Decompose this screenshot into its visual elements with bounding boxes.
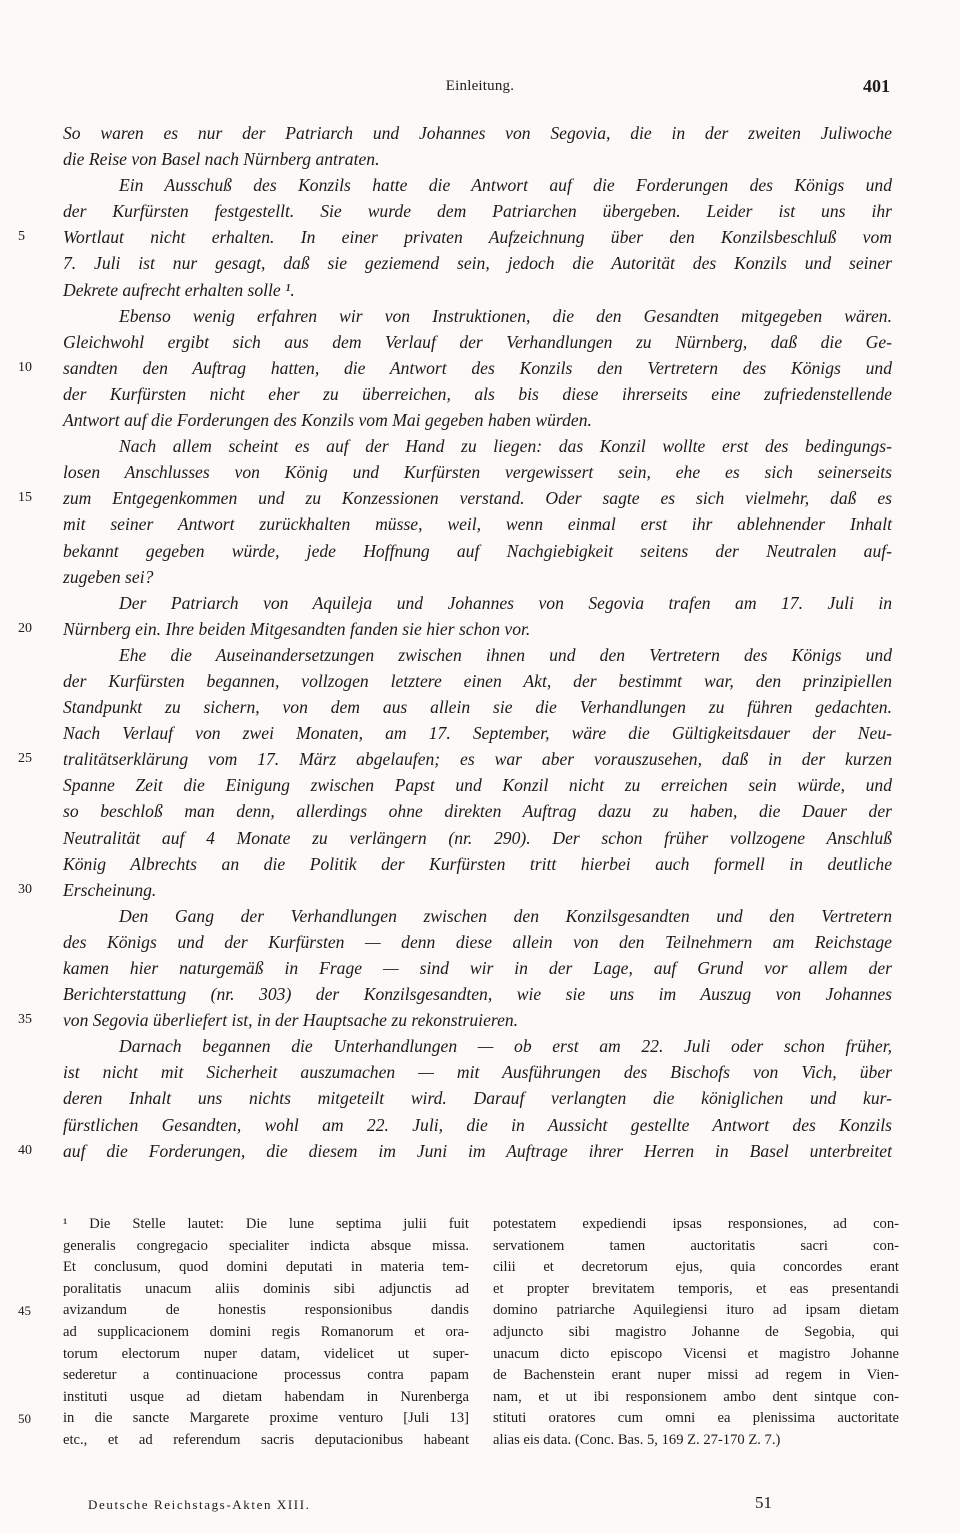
page-number: 401 [863, 76, 890, 96]
text-line [63, 694, 892, 720]
text-line [63, 303, 892, 329]
text-line [63, 772, 892, 798]
line-text: generalis congregacio specialiter indicta absque missa. [63, 1237, 469, 1254]
line-text: adjuncto sibi magistro Johanne de Segobia, qui [493, 1323, 899, 1340]
text-line [63, 250, 892, 276]
line-text: die Reise von Basel nach Nürnberg antraten. [63, 149, 380, 170]
line-text: Berichterstattung (nr. 303) der Konzilsgesandten, wie sie uns im Auszug von Johannes [63, 984, 892, 1005]
line-text: Standpunkt zu sichern, von dem aus allein sie die Verhandlungen zu führen gedachten. [63, 697, 892, 718]
text-line [63, 590, 892, 616]
line-text: So waren es nur der Patriarch und Johannes von Segovia, die in der zweiten Juliwoche [63, 123, 892, 143]
line-text: des Königs und der Kurfürsten — denn diese allein von den Teilnehmern am Reichstage [63, 931, 892, 952]
footnote-line [63, 1257, 469, 1279]
footnote-line [493, 1236, 899, 1258]
text-line [18, 746, 892, 772]
line-text: Ehe die Auseinandersetzungen zwischen ihnen und den Vertretern des Königs und [119, 644, 892, 665]
line-text: sandten den Auftrag hatten, die Antwort des Konzils den Vertretern des Königs und [63, 357, 892, 378]
footnote-line [493, 1365, 899, 1387]
line-number: 10 [18, 359, 32, 375]
line-text: losen Anschlusses von König und Kurfürsten vergewissert sein, ehe es sich seinerseits [63, 462, 892, 483]
line-text: potestatem expediendi ipsas responsiones, ad con- [493, 1216, 899, 1232]
line-text: von Segovia überliefert ist, in der Hauptsache zu rekonstruieren. [63, 1010, 519, 1031]
text-line [63, 903, 892, 929]
sheet-number: 51 [755, 1493, 772, 1512]
line-text: nam, et ut ibi responsionem ambo dent sintque con- [493, 1388, 899, 1405]
line-text: etc., et ad referendum sacris deputacionibus habeant [63, 1431, 469, 1448]
line-text: Der Patriarch von Aquileja und Johannes von Segovia trafen am 17. Juli in [119, 592, 892, 613]
text-line [63, 981, 892, 1007]
footnote-line [18, 1300, 469, 1322]
footnote-line [63, 1365, 469, 1387]
text-line [18, 1007, 892, 1033]
text-line [63, 642, 892, 668]
line-number: 50 [18, 1411, 31, 1427]
running-head-title: Einleitung. [445, 78, 515, 94]
signature-mark: Deutsche Reichstags-Akten XIII. [88, 1497, 311, 1512]
footnote-line [63, 1344, 469, 1366]
line-number: 20 [18, 620, 32, 636]
text-line [18, 355, 892, 381]
line-text: Antwort auf die Forderungen des Konzils vom Mai gegeben haben würden. [63, 410, 592, 431]
line-number: 40 [18, 1142, 32, 1158]
line-text: domino patriarche Aquilegiensi ituro ad ipsam dietam [493, 1302, 899, 1319]
line-text: Gleichwohl ergibt sich aus dem Verlauf der Verhandlungen zu Nürnberg, daß die Ge- [63, 331, 892, 352]
line-text: der Kurfürsten nicht eher zu überreichen, als bis diese ihrerseits eine zufriedenstellende [63, 383, 892, 404]
text-line [63, 564, 892, 590]
line-text: stituti oratores cum omni ea plenissima auctoritate [493, 1410, 899, 1427]
line-text: ad supplicacionem domini regis Romanorum et ora- [63, 1323, 469, 1340]
line-text: der Kurfürsten begannen, vollzogen letztere einen Akt, der bestimmt war, den prinzipiellen [63, 670, 892, 691]
line-text: in die sancte Margarete proxime venturo [Juli 13] [63, 1410, 469, 1427]
text-line [63, 146, 892, 172]
text-line [63, 511, 892, 537]
footnote-line [493, 1322, 899, 1344]
footnote-line [493, 1214, 899, 1236]
footnote-line [493, 1387, 899, 1409]
line-text: tralitätserklärung vom 17. März abgelaufen; es war aber vorauszusehen, daß in der kurzen [63, 749, 892, 770]
line-text: instituti usque ad dietam habendam in Nurenberga [63, 1388, 469, 1405]
line-text: Spanne Zeit die Einigung zwischen Papst und Konzil nicht zu erreichen sein würde, und [63, 775, 892, 796]
footnote-line [63, 1279, 469, 1301]
line-text: zugeben sei? [63, 566, 154, 587]
line-text: unacum dicto episcopo Vicensi et magistro Johanne [493, 1345, 899, 1362]
line-text: avizandum de honestis responsionibus dandis [63, 1302, 469, 1319]
line-text: bekannt gegeben würde, jede Hoffnung auf Nachgiebigkeit seitens der Neutralen auf- [63, 540, 892, 561]
text-line [63, 407, 892, 433]
text-line [63, 459, 892, 485]
text-line [63, 329, 892, 355]
text-line [63, 120, 892, 146]
line-text: et propter brevitatem temporis, et eas presentandi [493, 1280, 899, 1297]
line-text: Dekrete aufrecht erhalten solle ¹. [63, 279, 295, 300]
footnote-line [493, 1279, 899, 1301]
line-text: Wortlaut nicht erhalten. In einer privaten Aufzeichnung über den Konzilsbeschluß vom [63, 227, 892, 248]
line-text: de Bachenstein erant nuper missi ad regem in Vien- [493, 1367, 899, 1384]
text-line [63, 825, 892, 851]
line-text: zum Entgegenkommen und zu Konzessionen verstand. Oder sagte es sich vielmehr, daß es [63, 488, 892, 509]
line-text: Neutralität auf 4 Monate zu verlängern (nr. 290). Der schon früher vollzogene Anschluß [63, 827, 892, 848]
text-line [63, 1085, 892, 1111]
footnote-line [493, 1344, 899, 1366]
line-number: 30 [18, 881, 32, 897]
line-text: Darnach begannen die Unterhandlungen — ob erst am 22. Juli oder schon früher, [119, 1036, 892, 1057]
footnote-line [63, 1387, 469, 1409]
text-line [63, 1112, 892, 1138]
text-line [63, 433, 892, 459]
main-text [18, 120, 892, 1164]
text-line [63, 720, 892, 746]
line-text: sederetur a continuacione processus contra papam [63, 1367, 469, 1384]
footnote-line [493, 1408, 899, 1430]
line-text: Nach allem scheint es auf der Hand zu liegen: das Konzil wollte erst des bedingungs- [119, 436, 892, 457]
running-head [0, 78, 960, 100]
line-text: mit seiner Antwort zurückhalten müsse, weil, wenn einmal erst ihr ablehnender Inhalt [63, 514, 892, 535]
line-number: 5 [18, 229, 25, 245]
text-line [63, 538, 892, 564]
text-line [63, 277, 892, 303]
line-text: König Albrechts an die Politik der Kurfürsten tritt hierbei auch formell in deutliche [63, 853, 892, 874]
text-line [63, 851, 892, 877]
line-text: 7. Juli ist nur gesagt, daß sie geziemend sein, jedoch die Autorität des Konzils und seiner [63, 253, 892, 274]
line-text: deren Inhalt uns nichts mitgeteilt wird. Darauf verlangten die königlichen und kur- [63, 1088, 892, 1109]
footnote-line [493, 1430, 899, 1452]
footnote-column-left [18, 1214, 469, 1452]
text-line [63, 668, 892, 694]
footnote-line [63, 1430, 469, 1452]
line-text: Nürnberg ein. Ihre beiden Mitgesandten fanden sie hier schon vor. [63, 618, 531, 639]
footnote-line [63, 1322, 469, 1344]
line-number: 45 [18, 1303, 31, 1319]
text-line [63, 198, 892, 224]
text-line [63, 798, 892, 824]
line-text: kamen hier naturgemäß in Frage — sind wir in der Lage, auf Grund vor allem der [63, 958, 892, 978]
line-text: so beschloß man denn, allerdings ohne direkten Auftrag dazu zu haben, die Dauer der [63, 801, 892, 822]
line-text: Ein Ausschuß des Konzils hatte die Antwort auf die Forderungen des Königs und [119, 175, 892, 196]
line-number: 25 [18, 751, 32, 767]
line-number: 35 [18, 1012, 32, 1028]
line-text: fürstlichen Gesandten, wohl am 22. Juli, die in Aussicht gestellte Antwort des Konzils [63, 1114, 892, 1135]
line-text: alias eis data. (Conc. Bas. 5, 169 Z. 27-170 Z. 7.) [493, 1431, 781, 1448]
text-line [18, 224, 892, 250]
line-text: auf die Forderungen, die diesem im Juni im Auftrage ihrer Herren in Basel unterbreitet [63, 1140, 892, 1161]
footnote-line [18, 1408, 469, 1430]
line-text: Ebenso wenig erfahren wir von Instruktionen, die den Gesandten mitgegeben wären. [119, 305, 892, 326]
line-text: torum electorum nuper datam, videlicet ut super- [63, 1345, 469, 1362]
text-line [63, 172, 892, 198]
text-line [63, 381, 892, 407]
text-line [63, 1059, 892, 1085]
text-line [18, 616, 892, 642]
line-text: Den Gang der Verhandlungen zwischen den Konzilsgesandten und den Vertretern [119, 905, 892, 926]
text-line [18, 877, 892, 903]
line-number: 15 [18, 490, 32, 506]
footnote-column-right [493, 1214, 899, 1452]
line-text: servationem tamen auctoritatis sacri con- [493, 1237, 899, 1254]
footnote-line [493, 1300, 899, 1322]
line-text: ¹ Die Stelle lautet: Die lune septima julii fuit [63, 1216, 469, 1232]
text-line [18, 1138, 892, 1164]
footnote-line [63, 1236, 469, 1258]
text-line [63, 929, 892, 955]
line-text: poralitatis unacum aliis dominis sibi adjunctis ad [63, 1280, 469, 1297]
text-line [18, 485, 892, 511]
footnote-line [493, 1257, 899, 1279]
line-text: Erscheinung. [63, 879, 157, 900]
text-line [63, 1033, 892, 1059]
line-text: cilii et decretorum ejus, quia concordes erant [493, 1259, 899, 1276]
footnote-line [63, 1214, 469, 1236]
line-text: Et conclusum, quod domini deputati in materia tem- [63, 1259, 469, 1276]
line-text: ist nicht mit Sicherheit auszumachen — mit Ausführungen des Bischofs von Vich, über [63, 1062, 892, 1083]
line-text: der Kurfürsten festgestellt. Sie wurde dem Patriarchen übergeben. Leider ist uns ihr [63, 201, 892, 222]
line-text: Nach Verlauf von zwei Monaten, am 17. September, wäre die Gültigkeitsdauer der Neu- [63, 723, 892, 744]
text-line [63, 955, 892, 981]
